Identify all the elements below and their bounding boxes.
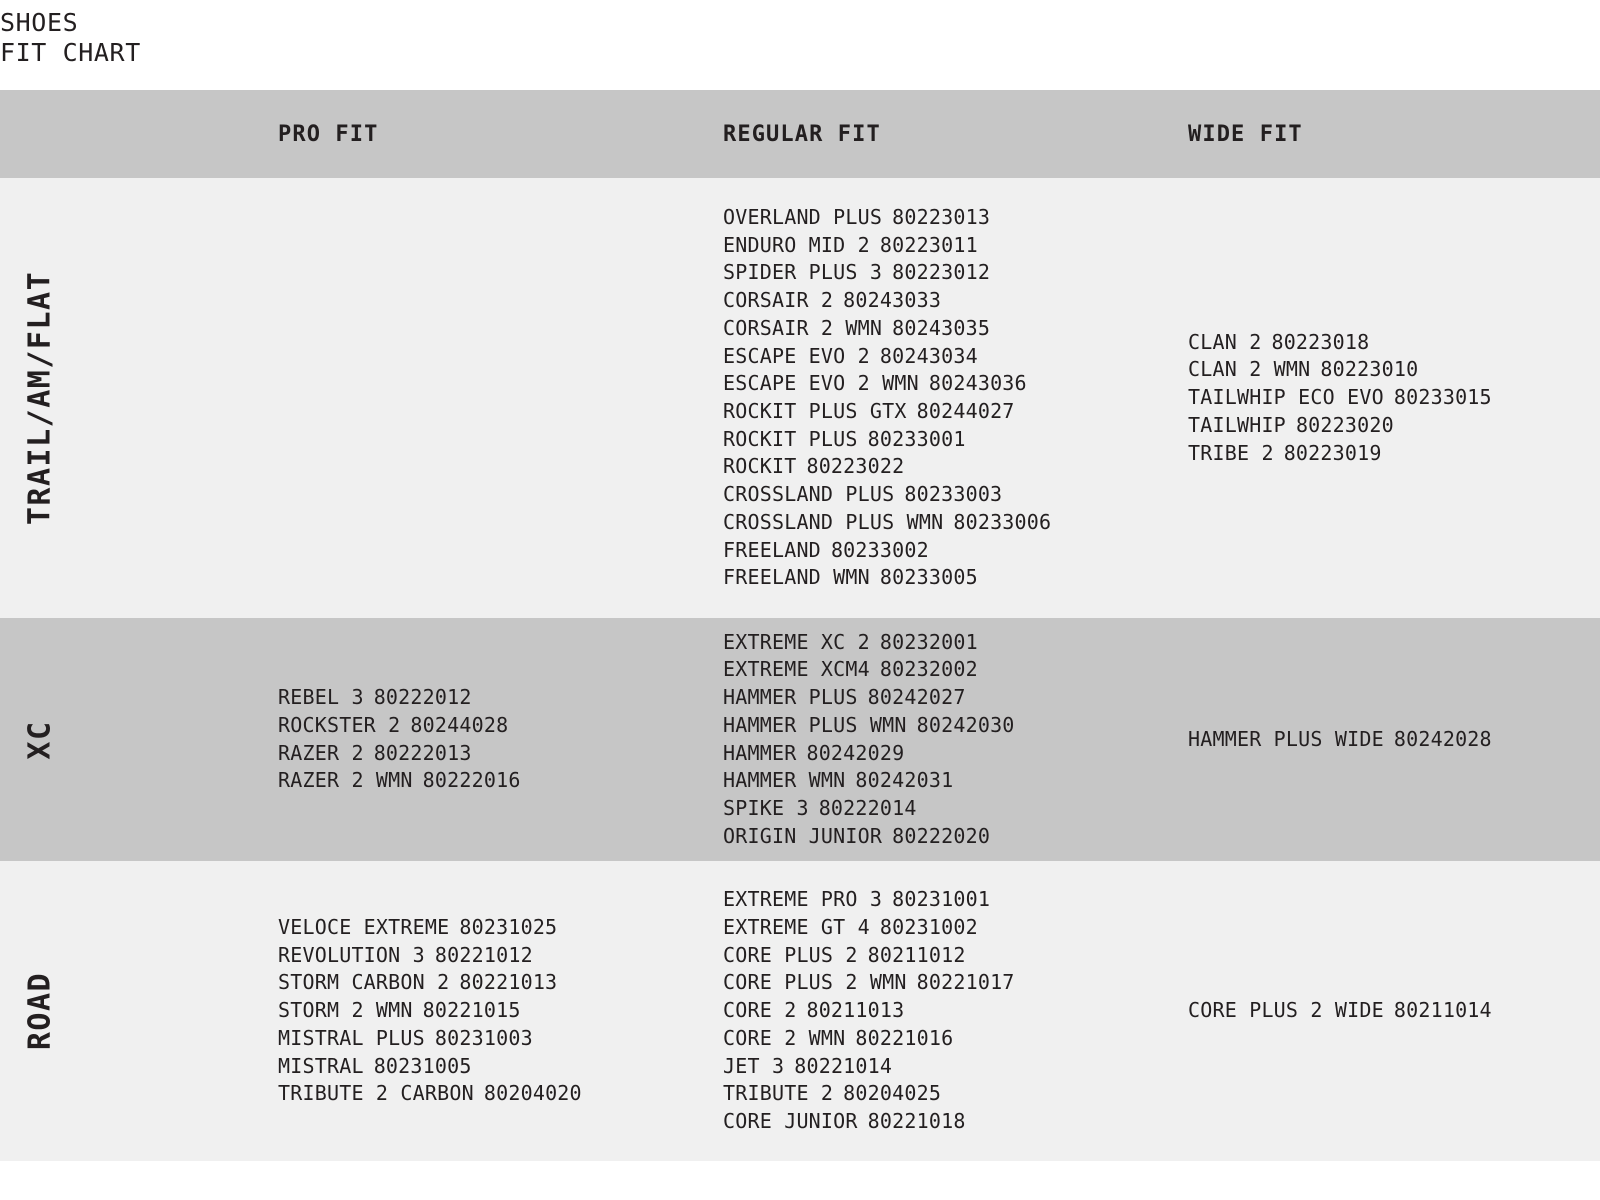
product-name: FREELAND WMN (723, 565, 870, 590)
product-name: ROCKSTER 2 (278, 712, 401, 737)
product-code: 80223011 (879, 232, 978, 257)
table-row (0, 618, 1600, 861)
product-item (723, 767, 1182, 795)
product-item (278, 1025, 717, 1053)
product-name: SPIKE 3 (723, 795, 809, 820)
product-list-wide-trail (1182, 329, 1600, 468)
product-item (1188, 329, 1600, 357)
product-code: 80211014 (1393, 998, 1492, 1023)
product-name: ROCKIT PLUS (723, 426, 858, 451)
product-code: 80231002 (879, 915, 978, 940)
cell-regular-road (717, 861, 1182, 1161)
product-item (723, 509, 1182, 537)
product-code: 80204020 (483, 1081, 582, 1106)
product-name: ENDURO MID 2 (723, 232, 870, 257)
cell-pro-trail (272, 178, 717, 618)
product-name: EXTREME XC 2 (723, 629, 870, 654)
product-code: 80204025 (843, 1081, 942, 1106)
product-name: CLAN 2 WMN (1188, 357, 1311, 382)
product-item (1188, 440, 1600, 468)
product-code: 80242029 (806, 740, 905, 765)
product-code: 80223019 (1283, 440, 1382, 465)
product-item (723, 204, 1182, 232)
product-list-wide-xc (1182, 726, 1600, 754)
product-name: REBEL 3 (278, 685, 364, 710)
product-name: JET 3 (723, 1053, 785, 1078)
product-name: CORE JUNIOR (723, 1108, 858, 1133)
product-name: CORE PLUS 2 (723, 942, 858, 967)
product-code: 80244028 (410, 712, 509, 737)
product-code: 80243033 (843, 288, 942, 313)
product-name: HAMMER PLUS (723, 685, 858, 710)
product-list-regular-road (717, 886, 1182, 1135)
product-code: 80223010 (1320, 357, 1419, 382)
table-row (0, 861, 1600, 1161)
product-code: 80223018 (1271, 329, 1370, 354)
product-item (723, 656, 1182, 684)
product-name: CLAN 2 (1188, 329, 1262, 354)
product-code: 80211012 (867, 942, 966, 967)
product-name: TRIBUTE 2 CARBON (278, 1081, 474, 1106)
product-list-wide-road (1182, 997, 1600, 1025)
product-code: 80221014 (794, 1053, 893, 1078)
product-code: 80233015 (1393, 385, 1492, 410)
product-code: 80242027 (867, 685, 966, 710)
product-list-pro-xc (272, 684, 717, 795)
product-item (278, 712, 717, 740)
product-item (723, 1025, 1182, 1053)
product-item (723, 453, 1182, 481)
product-name: TAILWHIP (1188, 412, 1286, 437)
product-list-pro-road (272, 914, 717, 1108)
product-item (278, 767, 717, 795)
product-item (278, 1080, 717, 1108)
category-cell-xc (0, 618, 272, 861)
product-code: 80221016 (855, 1025, 954, 1050)
product-code: 80233005 (879, 565, 978, 590)
product-item (723, 795, 1182, 823)
product-code: 80233003 (904, 482, 1003, 507)
category-label: ROAD (22, 971, 58, 1051)
product-name: CORE PLUS 2 WMN (723, 970, 907, 995)
product-code: 80244027 (916, 399, 1015, 423)
product-item (278, 997, 717, 1025)
product-item (723, 914, 1182, 942)
product-code: 80221012 (434, 942, 533, 967)
product-item (723, 1108, 1182, 1136)
product-item (723, 343, 1182, 371)
product-name: EXTREME GT 4 (723, 915, 870, 940)
product-code: 80233001 (867, 426, 966, 451)
product-item (723, 259, 1182, 287)
product-name: CROSSLAND PLUS (723, 482, 895, 507)
table-row (0, 178, 1600, 618)
category-cell-road (0, 861, 272, 1161)
product-item (278, 942, 717, 970)
product-item (723, 426, 1182, 454)
product-code: 80222013 (373, 740, 472, 765)
product-code: 80221017 (916, 970, 1015, 995)
product-name: HAMMER (723, 740, 797, 765)
product-name: MISTRAL PLUS (278, 1025, 425, 1050)
cell-regular-trail (717, 178, 1182, 618)
product-item (723, 997, 1182, 1025)
title-line-1: SHOES (0, 8, 79, 37)
column-header-wide-fit: WIDE FIT (1188, 121, 1303, 147)
product-code: 80242028 (1393, 726, 1492, 751)
page-title (0, 8, 600, 68)
product-item (278, 1053, 717, 1081)
title-line-2: FIT CHART (0, 38, 141, 67)
product-code: 80221015 (422, 998, 521, 1023)
product-code: 80221013 (459, 970, 558, 995)
product-name: CORE 2 (723, 998, 797, 1023)
product-name: ESCAPE EVO 2 (723, 343, 870, 368)
column-header-category (0, 90, 272, 178)
cell-regular-xc (717, 618, 1182, 861)
table-header (0, 90, 1600, 178)
product-code: 80223013 (892, 205, 991, 230)
product-item (278, 684, 717, 712)
product-code: 80242031 (855, 768, 954, 793)
product-name: ORIGIN JUNIOR (723, 823, 883, 848)
product-item (278, 740, 717, 768)
product-code: 80231001 (892, 887, 991, 912)
product-item (723, 969, 1182, 997)
product-code: 80223020 (1295, 412, 1394, 437)
table-body (0, 178, 1600, 1161)
product-item (1188, 997, 1600, 1025)
product-name: SPIDER PLUS 3 (723, 260, 883, 285)
product-name: TAILWHIP ECO EVO (1188, 385, 1384, 410)
product-name: OVERLAND PLUS (723, 205, 883, 230)
product-code: 80243035 (892, 315, 991, 340)
product-code: 80211013 (806, 998, 905, 1023)
product-name: HAMMER PLUS WIDE (1188, 726, 1384, 751)
product-item (723, 823, 1182, 851)
product-name: CORSAIR 2 (723, 288, 834, 313)
product-item (723, 398, 1182, 426)
category-label: TRAIL/AM/FLAT (22, 270, 58, 526)
product-name: MISTRAL (278, 1053, 364, 1078)
product-name: HAMMER WMN (723, 768, 846, 793)
product-name: CORSAIR 2 WMN (723, 315, 883, 340)
fit-chart-table (0, 90, 1600, 1161)
product-item (723, 564, 1182, 592)
product-code: 80222020 (892, 823, 991, 848)
cell-pro-xc (272, 618, 717, 861)
cell-wide-xc (1182, 618, 1600, 861)
product-item (723, 537, 1182, 565)
product-item (723, 1053, 1182, 1081)
product-item (723, 629, 1182, 657)
product-name: CORE PLUS 2 WIDE (1188, 998, 1384, 1023)
product-item (723, 370, 1182, 398)
product-item (723, 684, 1182, 712)
cell-pro-road (272, 861, 717, 1161)
product-item (1188, 384, 1600, 412)
product-code: 80222016 (422, 768, 521, 793)
product-item (278, 969, 717, 997)
product-name: ROCKIT PLUS GTX (723, 399, 907, 423)
product-name: REVOLUTION 3 (278, 942, 425, 967)
product-name: CROSSLAND PLUS WMN (723, 509, 944, 534)
product-list-regular-xc (717, 629, 1182, 851)
product-item (723, 481, 1182, 509)
cell-wide-trail (1182, 178, 1600, 618)
product-code: 80233006 (953, 509, 1052, 534)
product-name: HAMMER PLUS WMN (723, 712, 907, 737)
product-item (723, 1080, 1182, 1108)
product-name: TRIBE 2 (1188, 440, 1274, 465)
product-item (723, 712, 1182, 740)
product-list-regular-trail (717, 204, 1182, 592)
product-name: TRIBUTE 2 (723, 1081, 834, 1106)
category-label: XC (22, 719, 58, 760)
product-code: 80222012 (373, 685, 472, 710)
product-code: 80222014 (818, 795, 917, 820)
product-name: ROCKIT (723, 454, 797, 479)
product-code: 80231003 (434, 1025, 533, 1050)
product-name: STORM 2 WMN (278, 998, 413, 1023)
header-row (0, 90, 1600, 178)
product-name: VELOCE EXTREME (278, 915, 450, 940)
product-code: 80221018 (867, 1108, 966, 1133)
product-name: ESCAPE EVO 2 WMN (723, 371, 919, 396)
product-item (723, 942, 1182, 970)
product-item (723, 315, 1182, 343)
product-code: 80223012 (892, 260, 991, 285)
cell-wide-road (1182, 861, 1600, 1161)
product-name: FREELAND (723, 537, 821, 562)
product-item (723, 287, 1182, 315)
product-name: EXTREME PRO 3 (723, 887, 883, 912)
product-code: 80243036 (928, 371, 1027, 396)
product-code: 80231005 (373, 1053, 472, 1078)
product-name: STORM CARBON 2 (278, 970, 450, 995)
product-code: 80242030 (916, 712, 1015, 737)
product-item (1188, 356, 1600, 384)
product-code: 80231025 (459, 915, 558, 940)
column-header-pro-fit: PRO FIT (278, 121, 379, 147)
category-cell-trail (0, 178, 272, 618)
product-name: EXTREME XCM4 (723, 657, 870, 682)
product-item (723, 740, 1182, 768)
product-item (1188, 412, 1600, 440)
product-item (723, 232, 1182, 260)
product-code: 80233002 (830, 537, 929, 562)
product-name: CORE 2 WMN (723, 1025, 846, 1050)
product-name: RAZER 2 (278, 740, 364, 765)
product-name: RAZER 2 WMN (278, 768, 413, 793)
column-header-regular-fit: REGULAR FIT (723, 121, 881, 147)
product-code: 80232001 (879, 629, 978, 654)
product-item (723, 886, 1182, 914)
product-item (278, 914, 717, 942)
product-item (1188, 726, 1600, 754)
product-code: 80243034 (879, 343, 978, 368)
product-code: 80232002 (879, 657, 978, 682)
product-code: 80223022 (806, 454, 905, 479)
